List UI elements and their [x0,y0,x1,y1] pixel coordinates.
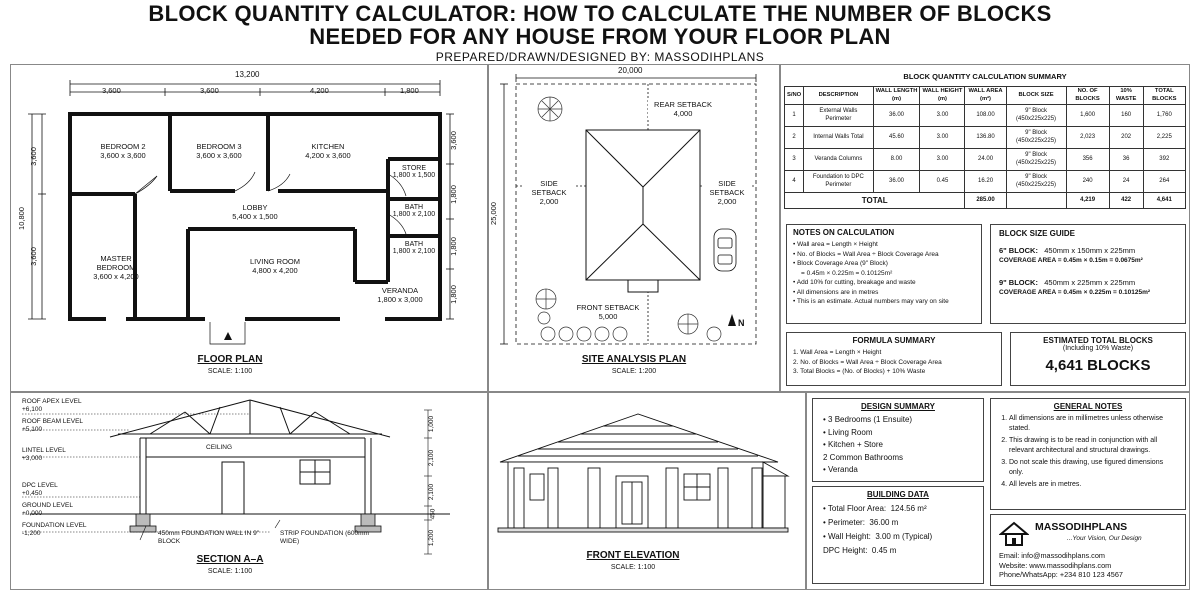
table-cell: 45.60 [873,127,920,149]
table-header: DESCRIPTION [804,87,873,105]
room-bath-2: BATH 1,800 x 2,100 [392,241,436,255]
dim-top: 1,800 [400,86,419,95]
table-cell: 2,023 [1066,127,1109,149]
brand-website[interactable]: Website: www.massodihplans.com [999,560,1112,570]
summary-table [784,86,1186,209]
room-bath-1: BATH 1,800 x 2,100 [392,204,436,218]
table-cell: 4 [785,171,804,193]
design-summary-list [823,414,973,477]
block-guide-box [990,224,1186,324]
foundation-wall-note: 450mm FOUNDATION WALL IN 9" BLOCK [158,530,260,545]
house-logo-icon [999,521,1029,547]
table-cell: Foundation to DPC Perimeter [804,171,873,193]
table-cell: 9" Block (450x225x225) [1006,149,1066,171]
estimate-title: ESTIMATED TOTAL BLOCKS [1043,336,1153,345]
dim-right: 1,800 [448,185,458,204]
dim-left: 3,600 [28,147,38,166]
elevation-scale: SCALE: 1:100 [610,564,656,571]
general-notes-list [997,414,1179,490]
list-item: 2 Common Bathrooms [823,452,904,462]
side-setback-left: SIDE SETBACK 2,000 [524,179,574,206]
level-ground: GROUND LEVEL +0,000 [22,502,73,517]
table-cell: 240 [1066,171,1109,193]
table-cell: 264 [1143,171,1185,193]
table-cell: 36.00 [873,105,920,127]
block-guide-title: BLOCK SIZE GUIDE [999,229,1076,238]
ceiling-label: CEILING [206,444,233,451]
table-cell: 3.00 [920,127,965,149]
total-waste: 422 [1109,193,1143,209]
brand-tagline: ...Your Vision, Our Design [1067,535,1142,542]
table-cell: 36.00 [873,171,920,193]
table-cell: 16.20 [965,171,1006,193]
brand-contact [999,551,1123,580]
strip-foundation-note: STRIP FOUNDATION (600mm WIDE) [280,530,369,545]
north-label: N [738,318,745,328]
design-summary-box [812,398,984,482]
table-cell: 160 [1109,105,1143,127]
floor-plan-title: FLOOR PLAN [197,354,263,365]
site-plan-title: SITE ANALYSIS PLAN [581,354,687,365]
list-item: 1. Wall Area = Length × Height [793,349,882,356]
table-cell: 202 [1109,127,1143,149]
table-row [785,127,1186,149]
brand-email[interactable]: Email: info@massodihplans.com [999,551,1105,560]
list-item: • Wall area = Length × Height [793,240,975,250]
list-item: 2. This drawing is to be read in conjunction with all relevant architectural and structural drawings. [1009,436,1179,455]
list-item: • 3 Bedrooms (1 Ensuite) [823,414,973,427]
estimate-subtitle: (Including 10% Waste) [1062,345,1134,352]
table-cell: 9" Block (450x225x225) [1006,171,1066,193]
building-data-title: BUILDING DATA [867,490,929,499]
brand-phone: Phone/WhatsApp: +234 810 123 4567 [999,570,1123,579]
list-item: 2. No. of Blocks = Wall Area ÷ Block Coverage Area [793,358,942,366]
front-setback: FRONT SETBACK 5,000 [570,303,646,321]
table-cell: 24.00 [965,149,1006,171]
section-dim: 2,100 [428,449,436,467]
list-item: 3. Do not scale this drawing, use figured dimensions only. [1009,458,1179,477]
table-cell: 1,600 [1066,105,1109,127]
dim-top: 3,600 [102,86,121,95]
notes-box [786,224,982,324]
table-row [785,105,1186,127]
elevation-title: FRONT ELEVATION [586,550,680,561]
estimate-box [1010,332,1186,386]
list-item: 4. All levels are in metres. [1009,480,1179,490]
table-cell: 1,760 [1143,105,1185,127]
table-cell: 3 [785,149,804,171]
table-cell: 8.00 [873,149,920,171]
estimate-value: 4,641 BLOCKS [1045,357,1151,374]
general-notes-box [990,398,1186,510]
section-dim: 1,000 [428,415,436,433]
table-cell: 1 [785,105,804,127]
dim-total-height: 10,800 [16,207,26,230]
room-kitchen: KITCHEN 4,200 x 3,600 [305,142,351,160]
list-item: • Wall Height: 3.00 m (Typical) [823,530,973,544]
table-cell: 9" Block (450x225x225) [1006,127,1066,149]
table-cell: 36 [1109,149,1143,171]
dim-total-width: 13,200 [235,70,260,79]
room-bedroom-2: BEDROOM 2 3,600 x 3,600 [100,142,146,160]
floor-plan-scale: SCALE: 1:100 [207,368,253,375]
list-item: • Total Floor Area: 124.56 m² [823,502,973,516]
dim-right: 3,600 [448,131,458,150]
table-cell: 2,225 [1143,127,1185,149]
list-item: • All dimensions are in metres [793,288,975,298]
title-line-2: NEEDED FOR ANY HOUSE FROM YOUR FLOOR PLAN [309,24,891,49]
site-dim-depth: 25,000 [488,202,498,225]
table-cell: 9" Block (450x225x225) [1006,105,1066,127]
section-title: SECTION A–A [196,554,264,565]
table-cell: 24 [1109,171,1143,193]
room-bedroom-3: BEDROOM 3 3,600 x 3,600 [196,142,242,160]
list-item: DPC Height: 0.45 m [823,546,897,555]
table-header: NO. OF BLOCKS [1066,87,1109,105]
block-9-coverage: COVERAGE AREA = 0.45m × 0.225m = 0.10125m² [999,289,1151,296]
side-setback-right: SIDE SETBACK 2,000 [702,179,752,206]
total-blocks: 4,219 [1066,193,1109,209]
total-area: 285.00 [965,193,1006,209]
site-dim-width: 20,000 [618,66,643,75]
table-cell: 136.80 [965,127,1006,149]
sheet-title [0,2,1200,48]
dim-left: 3,600 [28,247,38,266]
site-plan-scale: SCALE: 1:200 [611,368,657,375]
table-header: TOTAL BLOCKS [1143,87,1185,105]
block-6-row: 6" BLOCK: 450mm x 150mm x 225mm [999,246,1136,255]
section-scale: SCALE: 1:100 [207,568,253,575]
list-item: • Veranda [823,464,973,477]
level-foundation: FOUNDATION LEVEL -1,200 [22,522,87,537]
list-item: • No. of Blocks = Wall Area ÷ Block Coverage Area [793,250,975,260]
brand-box [990,514,1186,586]
room-store: STORE 1,800 x 1,500 [392,165,436,179]
list-item: 1. All dimensions are in millimetres unless otherwise stated. [1009,414,1179,433]
list-item: • Block Coverage Area (9" Block) [793,259,975,269]
list-item: • This is an estimate. Actual numbers may vary on site [793,297,975,307]
table-cell: 2 [785,127,804,149]
table-cell: 3.00 [920,149,965,171]
section-dim: 450 [429,508,437,520]
table-row [785,149,1186,171]
table-header: S/NO [785,87,804,105]
list-item: = 0.45m × 0.225m = 0.10125m² [801,269,893,277]
block-9-row: 9" BLOCK: 450mm x 225mm x 225mm [999,278,1136,287]
dim-right: 1,800 [448,237,458,256]
list-item: • Add 10% for cutting, breakage and waste [793,278,975,288]
room-lobby: LOBBY 5,400 x 1,500 [232,203,278,221]
rear-setback: REAR SETBACK 4,000 [648,100,718,118]
elevation-labels [488,392,806,590]
formula-title: FORMULA SUMMARY [852,336,936,345]
room-living-room: LIVING ROOM 4,800 x 4,200 [249,257,300,275]
level-roof-apex: ROOF APEX LEVEL +6,100 [22,398,82,413]
table-header: BLOCK SIZE [1006,87,1066,105]
summary-table-title: BLOCK QUANTITY CALCULATION SUMMARY [903,72,1067,81]
level-lintel: LINTEL LEVEL +3,000 [22,447,66,462]
table-header: WALL HEIGHT (m) [920,87,965,105]
table-row [785,171,1186,193]
notes-title: NOTES ON CALCULATION [793,228,895,237]
section-dim: 2,100 [428,483,436,501]
table-cell: 392 [1143,149,1185,171]
table-cell: 3.00 [920,105,965,127]
table-header-row [785,87,1186,105]
building-data-list [823,502,973,558]
dim-top: 3,600 [200,86,219,95]
block-6-coverage: COVERAGE AREA = 0.45m × 0.15m = 0.0675m² [999,257,1143,264]
level-dpc: DPC LEVEL +0,450 [22,482,58,497]
total-total: 4,641 [1143,193,1185,209]
site-plan-labels [488,64,780,392]
room-veranda: VERANDA 1,800 x 3,000 [377,286,423,304]
dim-top: 4,200 [310,86,329,95]
prepared-by: PREPARED/DRAWN/DESIGNED BY: MASSODIHPLANS [435,50,765,64]
section-dim: 1,200 [428,529,436,547]
dim-right: 1,800 [448,285,458,304]
formula-box [786,332,1002,386]
list-item: • Living Room [823,427,973,440]
table-header: WALL LENGTH (m) [873,87,920,105]
table-header: 10% WASTE [1109,87,1143,105]
total-label: TOTAL [785,193,965,209]
table-cell: 356 [1066,149,1109,171]
list-item: • Kitchen + Store [823,439,973,452]
building-data-box [812,486,984,584]
table-header: WALL AREA (m²) [965,87,1006,105]
list-item: • Perimeter: 36.00 m [823,516,973,530]
brand-name: MASSODIHPLANS [1035,521,1128,533]
design-summary-title: DESIGN SUMMARY [861,402,935,411]
room-master-bedroom: MASTER BEDROOM 3,600 x 4,200 [93,254,139,281]
table-cell: 0.45 [920,171,965,193]
general-notes-title: GENERAL NOTES [1053,402,1123,411]
table-cell: External Walls Perimeter [804,105,873,127]
notes-list [793,240,975,307]
level-roof-beam: ROOF BEAM LEVEL +5,100 [22,418,84,433]
section-labels [10,392,488,590]
title-line-1: BLOCK QUANTITY CALCULATOR: HOW TO CALCULATE THE NUMBER OF BLOCKS [148,1,1052,26]
list-item: 3. Total Blocks = (No. of Blocks) + 10% Waste [793,368,926,375]
table-cell: Veranda Columns [804,149,873,171]
table-cell: Internal Walls Total [804,127,873,149]
floor-plan-labels [10,64,488,392]
table-cell: 108.00 [965,105,1006,127]
table-total-row [785,193,1186,209]
